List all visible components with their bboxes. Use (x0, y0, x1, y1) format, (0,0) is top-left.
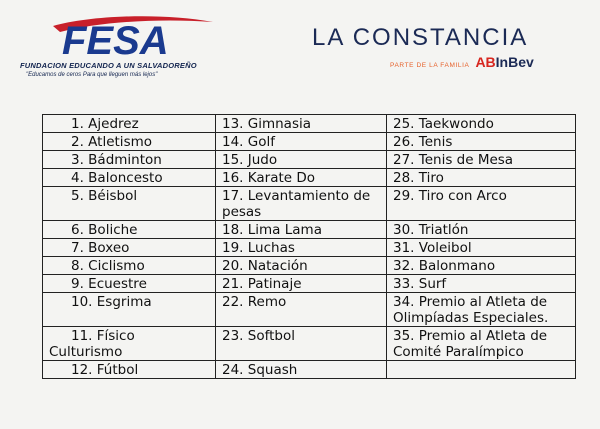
table-cell (387, 327, 576, 361)
table-row (43, 115, 576, 133)
sport-label: 11. Físico Culturismo (49, 328, 135, 360)
sport-label: 32. Balonmano (393, 258, 496, 274)
table-cell (216, 187, 387, 221)
sport-label: 24. Squash (222, 362, 298, 378)
sport-label: 13. Gimnasia (222, 116, 312, 132)
fesa-tagline: FUNDACION EDUCANDO A UN SALVADOREÑO (20, 61, 197, 70)
table-cell (43, 239, 216, 257)
sport-label: 33. Surf (393, 276, 447, 292)
table-cell (216, 239, 387, 257)
table-cell (43, 275, 216, 293)
table-row (43, 239, 576, 257)
table-cell (387, 115, 576, 133)
table-cell (43, 151, 216, 169)
table-cell (43, 221, 216, 239)
table-cell (387, 169, 576, 187)
table-cell (387, 151, 576, 169)
abinbev-logo: ABInBev (475, 54, 534, 70)
table-cell (43, 187, 216, 221)
sport-label: 30. Triatlón (393, 222, 469, 238)
table-cell (387, 361, 576, 379)
table-cell (216, 151, 387, 169)
sport-label: 2. Atletismo (71, 134, 153, 150)
table-cell (387, 239, 576, 257)
table-cell (43, 169, 216, 187)
sport-label: 19. Luchas (222, 240, 295, 256)
sport-label: 35. Premio al Atleta de Comité Paralímpico (393, 328, 548, 360)
sport-label: 15. Judo (222, 152, 278, 168)
table-cell (216, 293, 387, 327)
table-cell (216, 169, 387, 187)
la-constancia-subtitle: PARTE DE LA FAMILIA (390, 62, 470, 69)
sports-table (42, 114, 576, 379)
table-cell (216, 361, 387, 379)
sport-label: 21. Patinaje (222, 276, 302, 292)
sport-label: 29. Tiro con Arco (393, 188, 507, 204)
table-row (43, 293, 576, 327)
fesa-logo (20, 14, 270, 84)
table-cell (43, 293, 216, 327)
sport-label: 3. Bádminton (71, 152, 162, 168)
sport-label: 5. Béisbol (71, 188, 138, 204)
sport-label: 1. Ajedrez (71, 116, 139, 132)
table-row (43, 275, 576, 293)
table-cell (43, 327, 216, 361)
fesa-slogan: "Educamos de ceros Para que lleguen más lejos" (26, 72, 158, 78)
sport-label: 23. Softbol (222, 328, 295, 344)
table-cell (387, 257, 576, 275)
table-cell (216, 327, 387, 361)
table-row (43, 151, 576, 169)
sport-label: 25. Taekwondo (393, 116, 494, 132)
sport-label: 17. Levantamiento de pesas (222, 188, 371, 220)
la-constancia-wordmark (312, 24, 572, 52)
table-row (43, 169, 576, 187)
table-cell (216, 221, 387, 239)
sport-label: 20. Natación (222, 258, 308, 274)
sport-label: 31. Voleibol (393, 240, 472, 256)
sport-label: 27. Tenis de Mesa (393, 152, 514, 168)
sport-label: 18. Lima Lama (222, 222, 322, 238)
table-row (43, 221, 576, 239)
table-cell (387, 293, 576, 327)
table-cell (43, 133, 216, 151)
sport-label: 12. Fútbol (71, 362, 139, 378)
la-constancia-logo (312, 24, 572, 74)
table-row (43, 133, 576, 151)
fesa-wordmark (48, 14, 218, 60)
table-row (43, 361, 576, 379)
sport-label: 34. Premio al Atleta de Olimpíadas Especiales. (393, 294, 549, 326)
sport-label: 26. Tenis (393, 134, 453, 150)
sport-label: 7. Boxeo (71, 240, 130, 256)
table-cell (216, 275, 387, 293)
sport-label: 9. Ecuestre (71, 276, 147, 292)
sport-label: 28. Tiro (393, 170, 444, 186)
table-cell (216, 115, 387, 133)
sport-label: 16. Karate Do (222, 170, 316, 186)
table-cell (387, 187, 576, 221)
sport-label: 10. Esgrima (71, 294, 152, 310)
table-cell (387, 133, 576, 151)
sport-label: 22. Remo (222, 294, 287, 310)
table-cell (387, 221, 576, 239)
table-cell (43, 115, 216, 133)
table-row (43, 327, 576, 361)
sport-label: 4. Baloncesto (71, 170, 163, 186)
fesa-logo-text: FESA (62, 19, 169, 60)
table-cell (43, 361, 216, 379)
la-constancia-text: LA CONSTANCIA (312, 24, 529, 51)
la-constancia-subtitle-row (390, 54, 534, 70)
table-cell (387, 275, 576, 293)
table-row (43, 257, 576, 275)
table-cell (216, 133, 387, 151)
table-cell (43, 257, 216, 275)
table-cell (216, 257, 387, 275)
table-row (43, 187, 576, 221)
sport-label: 6. Boliche (71, 222, 138, 238)
sport-label: 8. Ciclismo (71, 258, 145, 274)
sport-label: 14. Golf (222, 134, 275, 150)
